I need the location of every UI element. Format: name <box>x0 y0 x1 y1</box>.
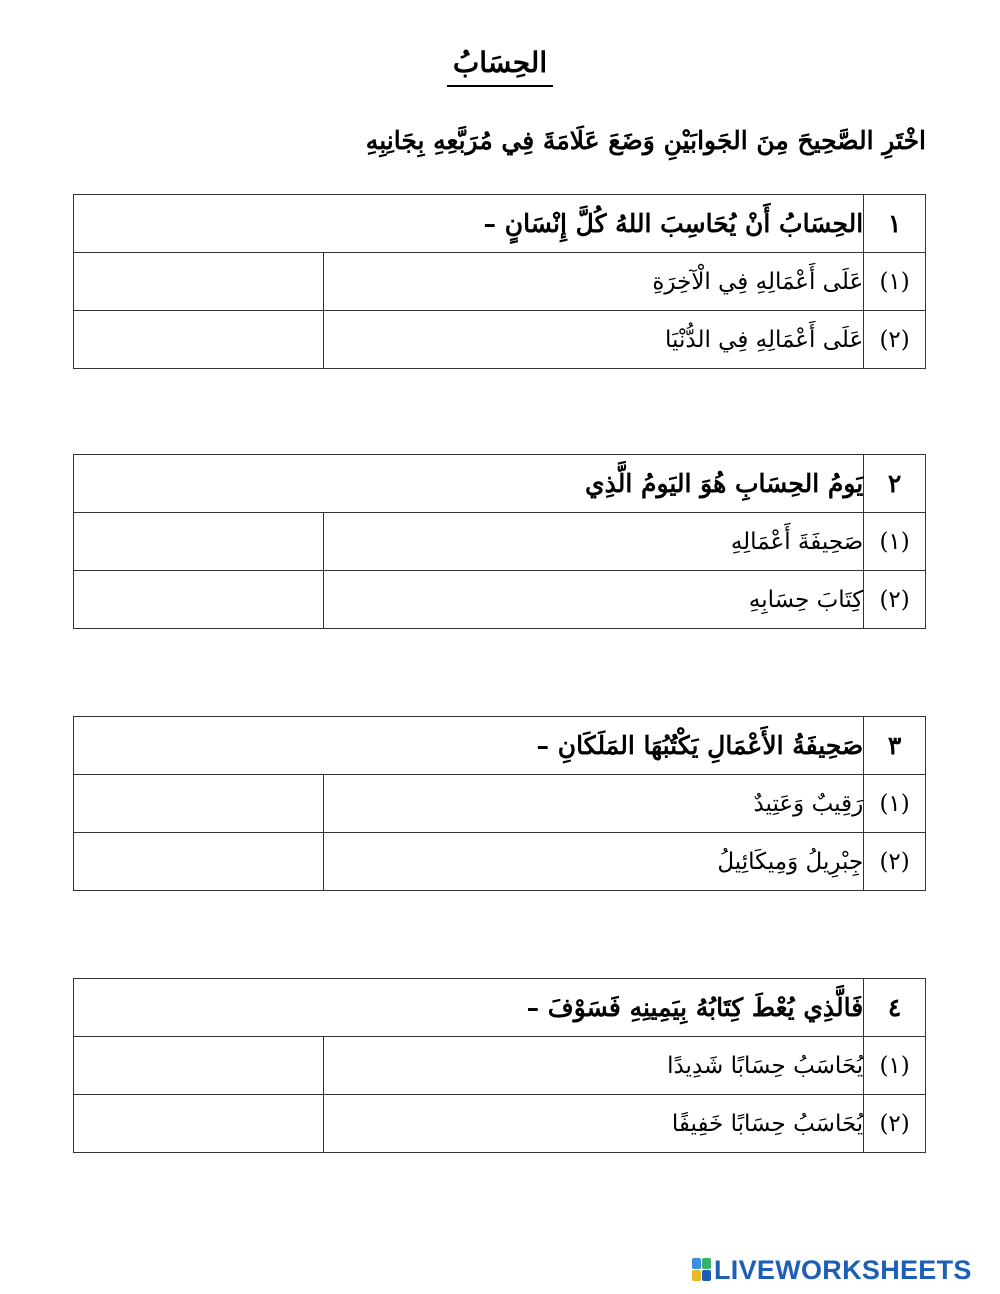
option-row <box>74 311 926 369</box>
answer-box[interactable] <box>74 1037 324 1095</box>
answer-box[interactable] <box>74 513 324 571</box>
question-number: ١ <box>864 195 926 253</box>
option-text: عَلَى أَعْمَالِهِ فِي الدُّنْيَا <box>324 311 864 369</box>
question-number: ٤ <box>864 979 926 1037</box>
option-number: (٢) <box>864 833 926 891</box>
answer-box[interactable] <box>74 833 324 891</box>
question-table-4 <box>73 978 926 1153</box>
option-text: جِبْرِيلُ وَمِيكَائِيلُ <box>324 833 864 891</box>
question-stem: يَومُ الحِسَابِ هُوَ اليَومُ الَّذِي <box>74 455 864 513</box>
question-table-3 <box>73 716 926 891</box>
option-number: (١) <box>864 775 926 833</box>
option-number: (٢) <box>864 1095 926 1153</box>
question-stem: صَحِيفَةُ الأَعْمَالِ يَكْتُبُهَا المَلَكَانِ – <box>74 717 864 775</box>
option-text: رَقِيبٌ وَعَتِيدٌ <box>324 775 864 833</box>
option-text: يُحَاسَبُ حِسَابًا شَدِيدًا <box>324 1037 864 1095</box>
option-row <box>74 833 926 891</box>
question-stem: فَالَّذِي يُعْطَ كِتَابُهُ بِيَمِينِهِ فَسَوْفَ – <box>74 979 864 1037</box>
liveworksheets-logo-icon <box>692 1258 712 1282</box>
question-table-1 <box>73 194 926 369</box>
option-number: (١) <box>864 513 926 571</box>
answer-box[interactable] <box>74 775 324 833</box>
worksheet-title <box>0 46 1000 87</box>
question-row <box>74 455 926 513</box>
option-number: (١) <box>864 1037 926 1095</box>
option-row <box>74 513 926 571</box>
liveworksheets-brand <box>692 1256 972 1284</box>
option-row <box>74 571 926 629</box>
worksheet-title-text: الحِسَابُ <box>447 46 553 87</box>
answer-box[interactable] <box>74 1095 324 1153</box>
option-row <box>74 775 926 833</box>
question-stem: الحِسَابُ أَنْ يُحَاسِبَ اللهُ كُلَّ إِنْسَانٍ – <box>74 195 864 253</box>
answer-box[interactable] <box>74 311 324 369</box>
option-row <box>74 1037 926 1095</box>
option-text: صَحِيفَةَ أَعْمَالِهِ <box>324 513 864 571</box>
question-number: ٢ <box>864 455 926 513</box>
option-text: كِتَابَ حِسَابِهِ <box>324 571 864 629</box>
option-number: (١) <box>864 253 926 311</box>
option-text: عَلَى أَعْمَالِهِ فِي الْآخِرَةِ <box>324 253 864 311</box>
option-text: يُحَاسَبُ حِسَابًا خَفِيفًا <box>324 1095 864 1153</box>
question-table-2 <box>73 454 926 629</box>
answer-box[interactable] <box>74 253 324 311</box>
answer-box[interactable] <box>74 571 324 629</box>
question-row <box>74 717 926 775</box>
option-row <box>74 253 926 311</box>
option-row <box>74 1095 926 1153</box>
brand-text: LIVEWORKSHEETS <box>714 1254 972 1285</box>
instruction-text: اخْتَرِ الصَّحِيحَ مِنَ الجَوابَيْنِ وَضَعَ عَلَامَةَ فِي مُرَبَّعِهِ بِجَانِبِهِ <box>365 126 926 155</box>
question-row <box>74 195 926 253</box>
option-number: (٢) <box>864 571 926 629</box>
question-row <box>74 979 926 1037</box>
option-number: (٢) <box>864 311 926 369</box>
question-number: ٣ <box>864 717 926 775</box>
